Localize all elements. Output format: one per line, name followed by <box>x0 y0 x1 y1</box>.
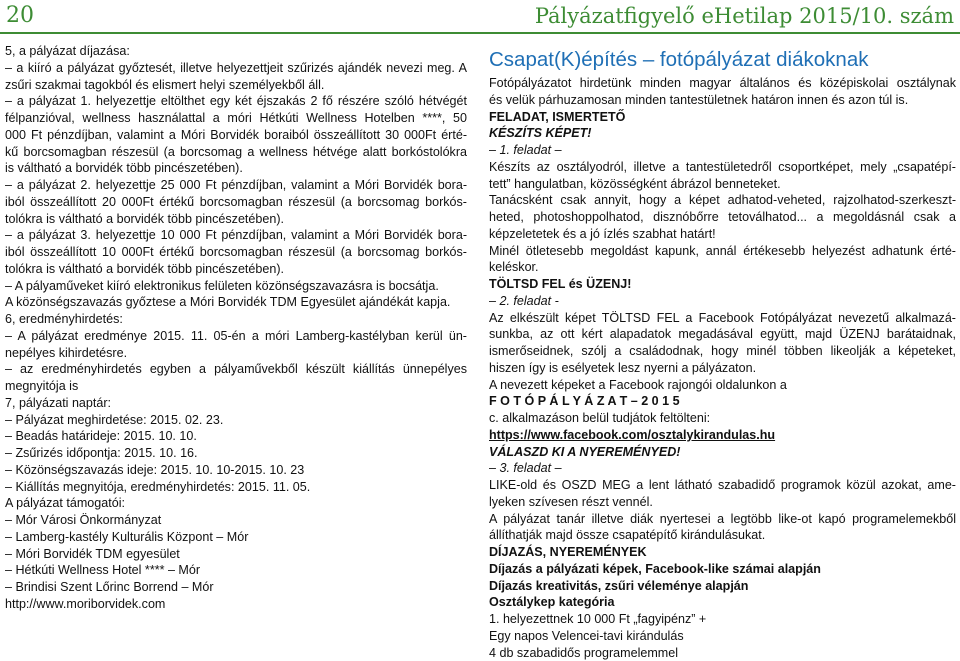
text-line: megnyitója is <box>5 378 467 395</box>
text-line: – A pályázat eredménye 2015. 11. 05-én a móri Lamberg-kastélyban kerül ün- <box>5 328 467 345</box>
text-line: – Mór Városi Önkormányzat <box>5 512 467 529</box>
text-line: – Lamberg-kastély Kulturális Központ – Mór <box>5 529 467 546</box>
right-column <box>489 48 956 661</box>
text-line: – Közönségszavazás ideje: 2015. 10. 10-2015. 10. 23 <box>5 462 467 479</box>
task-label: – 2. feladat - <box>489 293 956 310</box>
article-title: Csapat(K)építés – fotópályázat diákoknak <box>489 48 956 72</box>
page-header <box>0 0 960 34</box>
text-line: 7, pályázati naptár: <box>5 395 467 412</box>
text-line: képzeletetek és a jó ízlés szabhat határt! <box>489 226 956 243</box>
text-line: c. alkalmazáson belül tudjátok feltölteni: <box>489 410 956 427</box>
app-name: F O T Ó P Á L Y Á Z A T – 2 0 1 5 <box>489 393 956 410</box>
text-line: lyeken szívesen részt vennél. <box>489 494 956 511</box>
website-link[interactable]: http://www.moriborvidek.com <box>5 596 467 613</box>
text-line: – Hétkúti Wellness Hotel **** – Mór <box>5 562 467 579</box>
section-heading: TÖLTSD FEL és ÜZENJ! <box>489 276 956 293</box>
text-line: tolókra is váltható a borvidék több pincészetében). <box>5 261 467 278</box>
text-line: Az elkészült képet TÖLTSD FEL a Facebook Fotópályázat nevezetű alkalmazá- <box>489 310 956 327</box>
text-line: 4 db szabadidős programelemmel <box>489 645 956 661</box>
left-column <box>5 43 467 613</box>
text-line: zsűri szakmai tagokból és elismert helyi személyekből áll. <box>5 77 467 94</box>
text-line: Tanácsként csak annyit, hogy a képet adhatod-veheted, rajzolhatod-szerkeszt- <box>489 192 956 209</box>
header-rule <box>0 32 960 34</box>
text-line: iból összeállított 20 000Ft értékű borcsomagban részesül (a borcsomag borkós- <box>5 194 467 211</box>
text-line: tett” hangulatban, közösségként ábrázol benneteket. <box>489 176 956 193</box>
text-line: Készíts az osztályodról, illetve a tantestületedről csoportképet, mely „csapatépí- <box>489 159 956 176</box>
section-heading: VÁLASZD KI A NYEREMÉNYED! <box>489 444 956 461</box>
text-line: – Kiállítás megnyitója, eredményhirdetés: 2015. 11. 05. <box>5 479 467 496</box>
text-line: félpanzióval, wellness használattal a móri Hétkúti Wellness Hotelben ****, 50 <box>5 110 467 127</box>
text-line: – Pályázat meghirdetése: 2015. 02. 23. <box>5 412 467 429</box>
text-line: is váltható a borvidék több pincészetében). <box>5 160 467 177</box>
task-label: – 1. feladat – <box>489 142 956 159</box>
text-line: hiszen így is esélyetek lesz nyerni a pályázaton. <box>489 360 956 377</box>
magazine-title: Pályázatfigyelő eHetilap 2015/10. szám <box>535 0 954 32</box>
text-line: heted, photoshoppolhatod, disznóbőrre tetoválhatod... a megoldásnál csak a <box>489 209 956 226</box>
task-label: – 3. feladat – <box>489 460 956 477</box>
text-line: iból összeállított 10 000Ft értékű borcsomagban részesül (a borcsomag borkós- <box>5 244 467 261</box>
text-line: sunkba, az ott kért alapadatok megadásával együtt, majd ÜZENJ barátaidnak, <box>489 326 956 343</box>
text-line: 5, a pályázat díjazása: <box>5 43 467 60</box>
text-line: A pályázat támogatói: <box>5 495 467 512</box>
section-heading: DÍJAZÁS, NYEREMÉNYEK <box>489 544 956 561</box>
text-line: – a kiíró a pályázat győztesét, illetve helyezettjeit szűrizés ajándék nevezi meg. A <box>5 60 467 77</box>
facebook-link[interactable]: https://www.facebook.com/osztalykirandulas.hu <box>489 427 956 444</box>
text-line: keléskor. <box>489 259 956 276</box>
text-line: Díjazás a pályázati képek, Facebook-like számai alapján <box>489 561 956 578</box>
text-line: 000 Ft pénzdíjban, valamint a Móri Borvidék boraiból összeállított 30 000Ft érté- <box>5 127 467 144</box>
text-line: A közönségszavazás győztese a Móri Borvidék TDM Egyesület ajándékát kapja. <box>5 294 467 311</box>
text-line: Díjazás kreativitás, zsűri véleménye alapján <box>489 578 956 595</box>
text-line: állíthatják majd össze csapatépítő kirándulásukat. <box>489 527 956 544</box>
text-line: – az eredményhirdetés egyben a pályaművekből készült kiállítás ünnepélyes <box>5 361 467 378</box>
text-line: kű borcsomagban részesül (a borcsomag a wellness hétvége alatt borkóstolókra <box>5 144 467 161</box>
section-heading: FELADAT, ISMERTETŐ <box>489 109 956 126</box>
text-line: – a pályázat 3. helyezettje 10 000 Ft pénzdíjban, valamint a Móri Borvidék bora- <box>5 227 467 244</box>
text-line: – Móri Borvidék TDM egyesület <box>5 546 467 563</box>
text-line: – a pályázat 1. helyezettje eltölthet egy két éjszakás 2 fő részére szóló hétvégét <box>5 93 467 110</box>
text-line: – Beadás határideje: 2015. 10. 10. <box>5 428 467 445</box>
text-line: LIKE-old és OSZD MEG a lent látható szabadidő programok közül azokat, ame- <box>489 477 956 494</box>
text-line: – Brindisi Szent Lőrinc Borrend – Mór <box>5 579 467 596</box>
section-heading: KÉSZÍTS KÉPET! <box>489 125 956 142</box>
page-number: 20 <box>6 0 34 32</box>
text-line: Egy napos Velencei-tavi kirándulás <box>489 628 956 645</box>
text-line: 1. helyezettnek 10 000 Ft „fagyipénz” + <box>489 611 956 628</box>
text-line: és velük párhuzamosan minden tantestületnek határon innen és azon túl is. <box>489 92 956 109</box>
text-line: 6, eredményhirdetés: <box>5 311 467 328</box>
text-line: – A pályaműveket kiíró elektronikus felületen közönségszavazásra is bocsátja. <box>5 278 467 295</box>
text-line: A pályázat tanár illetve diák nyertesei a legtöbb like-ot kapó programelemekből <box>489 511 956 528</box>
text-line: ismerőseidnek, szólj a családodnak, hogy minél többen likeolják a képeteket, <box>489 343 956 360</box>
text-line: – Zsűrizés időpontja: 2015. 10. 16. <box>5 445 467 462</box>
category-heading: Osztálykep kategória <box>489 594 956 611</box>
text-line: Fotópályázatot hirdetünk minden magyar általános és középiskolai osztálynak <box>489 75 956 92</box>
text-line: – a pályázat 2. helyezettje 25 000 Ft pénzdíjban, valamint a Móri Borvidék bora- <box>5 177 467 194</box>
text-line: Minél ötletesebb megoldást kapunk, annál értékesebb helyezést adhatunk érté- <box>489 243 956 260</box>
text-line: tolókra is váltható a borvidék több pincészetében). <box>5 211 467 228</box>
text-line: nepélyes kihirdetésre. <box>5 345 467 362</box>
text-line: A nevezett képeket a Facebook rajongói oldalunkon a <box>489 377 956 394</box>
